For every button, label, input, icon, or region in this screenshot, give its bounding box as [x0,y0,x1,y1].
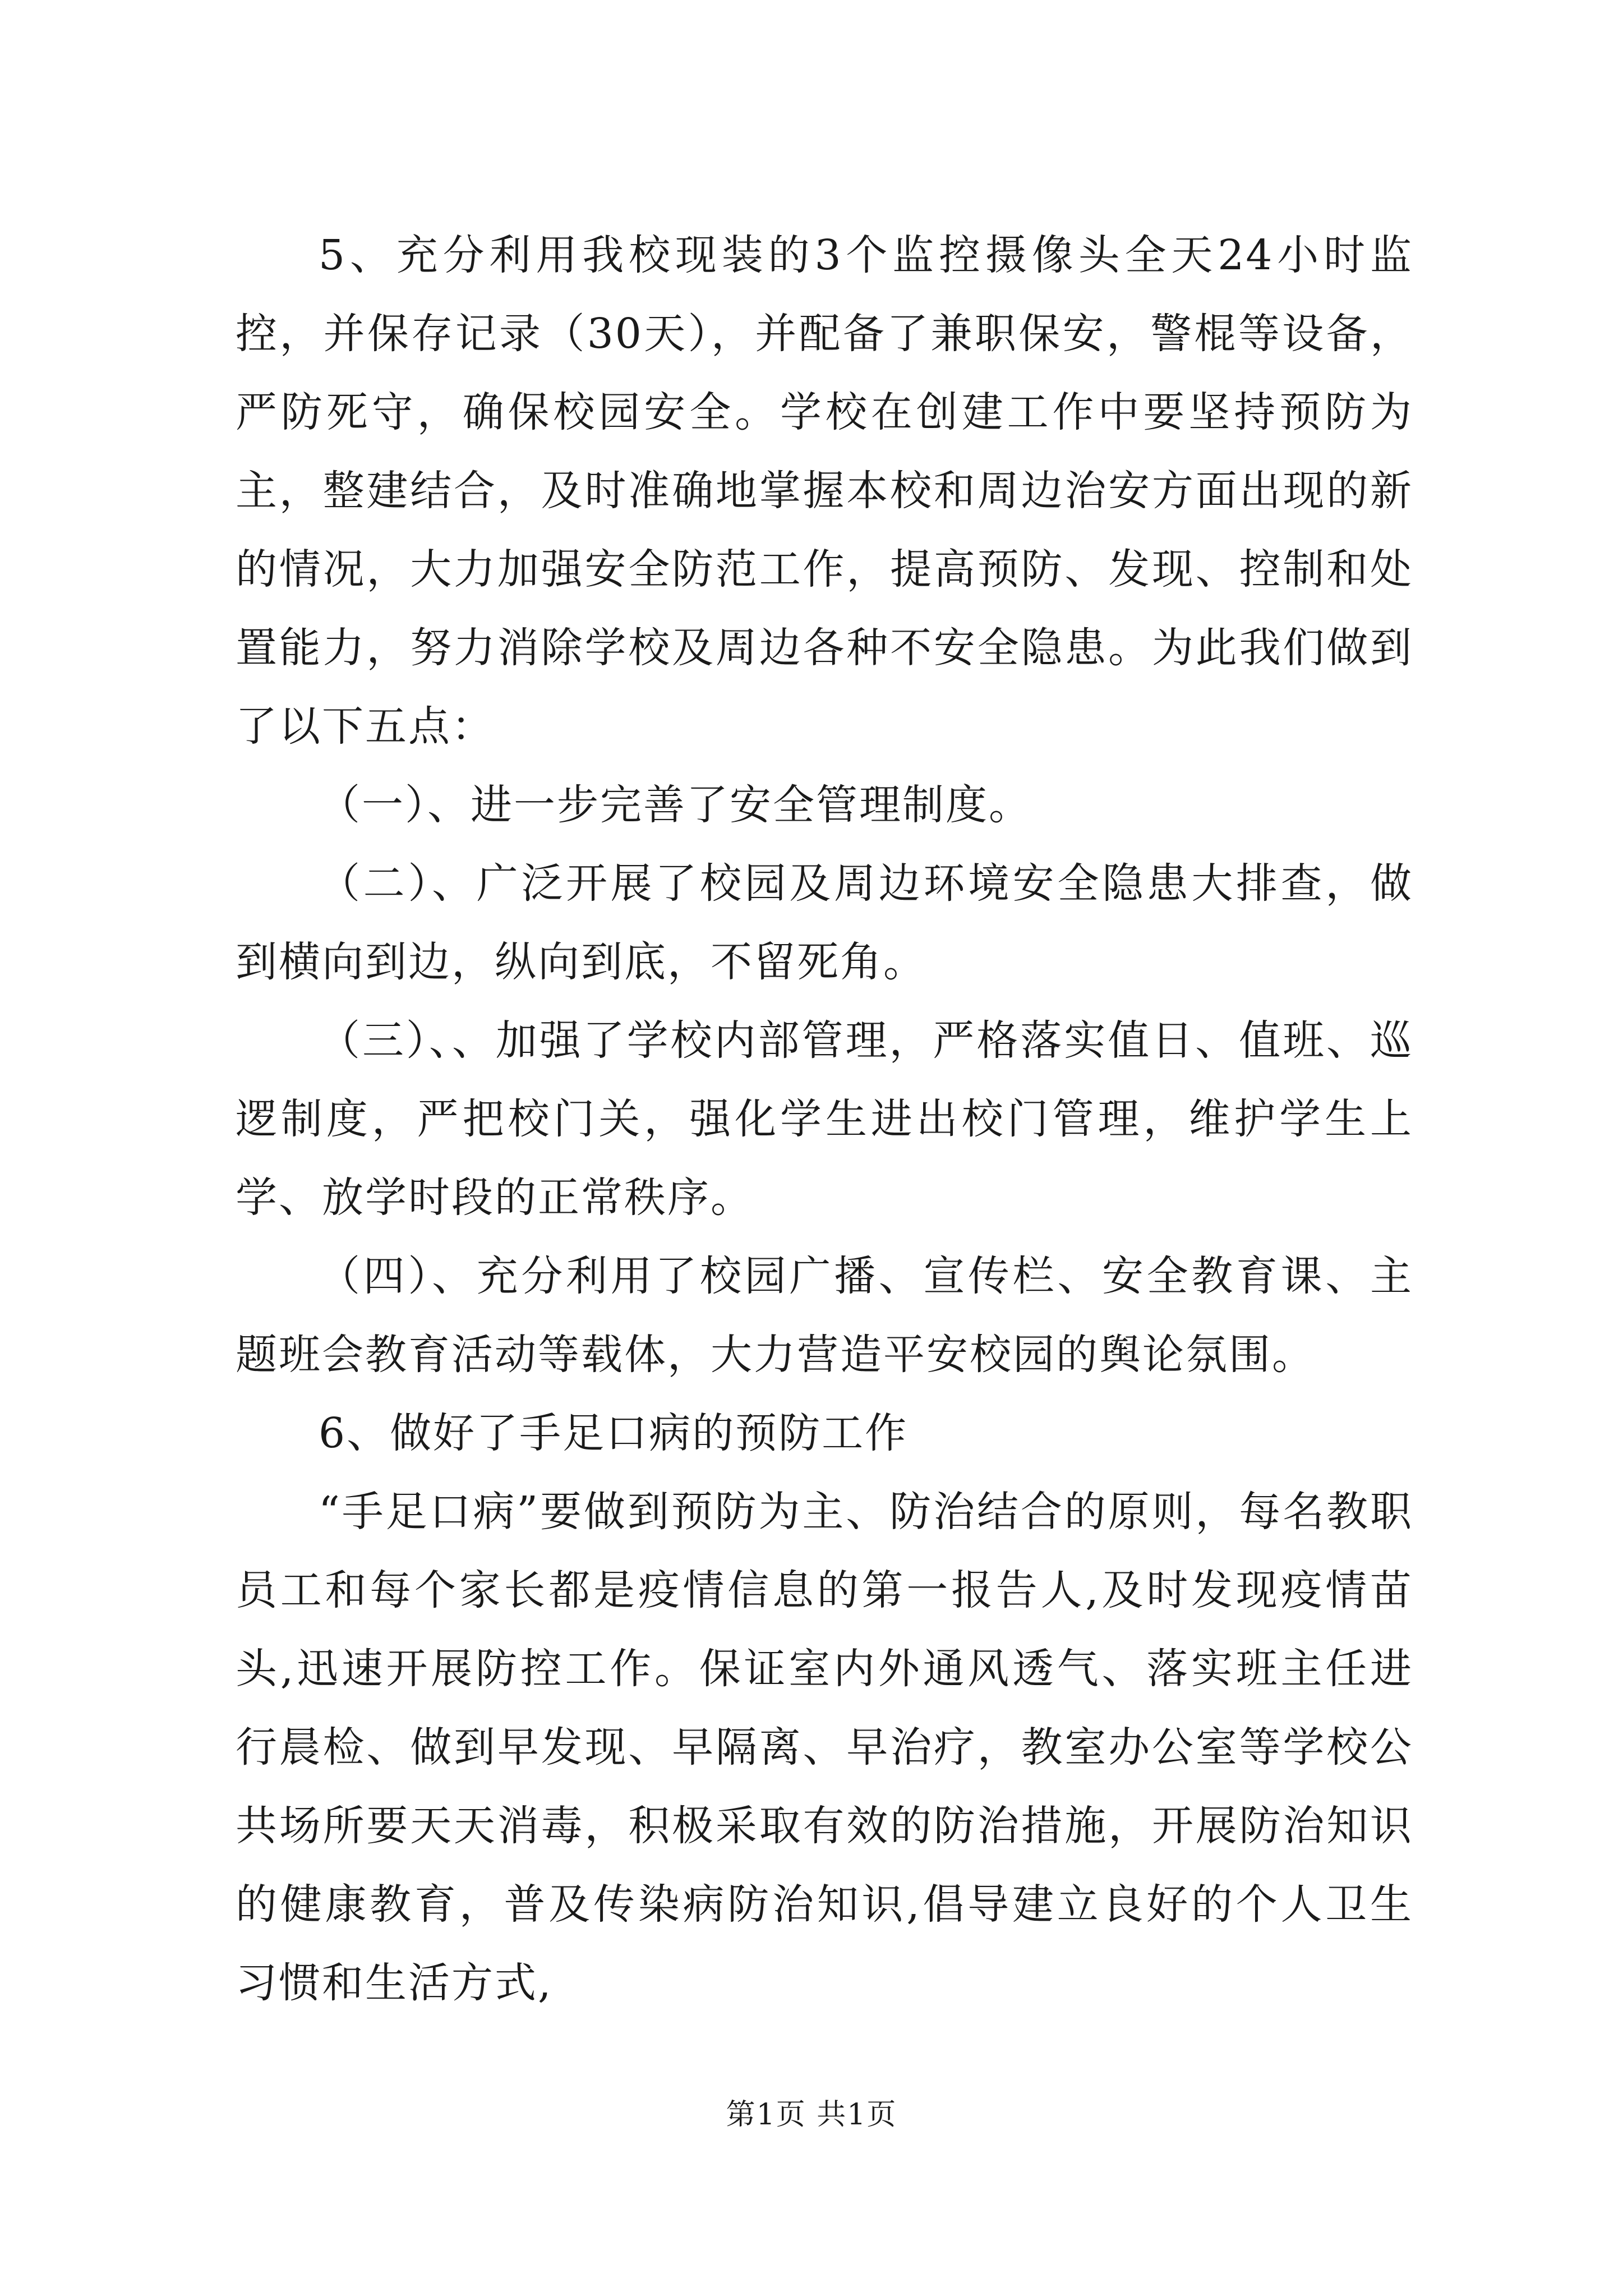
paragraph-point-3: （三）、、加强了学校内部管理，严格落实值日、值班、巡逻制度，严把校门关，强化学生进出校门管理，维护学生上学、放学时段的正常秩序。 [236,1016,1413,1222]
paragraph-hfmd-prevention: “手足口病”要做到预防为主、防治结合的原则，每名教职员工和每个家长都是疫情信息的第一报告人,及时发现疫情苗头,迅速开展防控工作。保证室内外通风透气、落实班主任进行晨检、做到早发现、早隔离、早治疗，教室办公室等学校公共场所要天天消毒，积极采取有效的防治措施，开展防治知识的健康教育，普及传染病防治知识,倡导建立良好的个人卫生习惯和生活方式, [236,1488,1413,2007]
page-footer: 第1页 共1页 [726,2098,897,2132]
paragraph-5-security: 5、充分利用我校现装的3个监控摄像头全天24小时监控，并保存记录（30天），并配备了兼职保安，警棍等设备，严防死守，确保校园安全。学校在创建工作中要坚持预防为主，整建结合，及时准确地掌握本校和周边治安方面出现的新的情况，大力加强安全防范工作，提高预防、发现、控制和处置能力，努力消除学校及周边各种不安全隐患。为此我们做到了以下五点： [236,231,1413,751]
paragraph-point-4: （四）、充分利用了校园广播、宣传栏、安全教育课、主题班会教育活动等载体，大力营造平安校园的舆论氛围。 [236,1252,1413,1379]
paragraph-6-heading: 6、做好了手足口病的预防工作 [319,1409,909,1457]
document-body [236,216,1413,2022]
paragraph-point-2: （二）、广泛开展了校园及周边环境安全隐患大排查，做到横向到边，纵向到底，不留死角。 [236,859,1413,986]
paragraph-point-1: （一）、进一步完善了安全管理制度。 [319,781,1032,829]
